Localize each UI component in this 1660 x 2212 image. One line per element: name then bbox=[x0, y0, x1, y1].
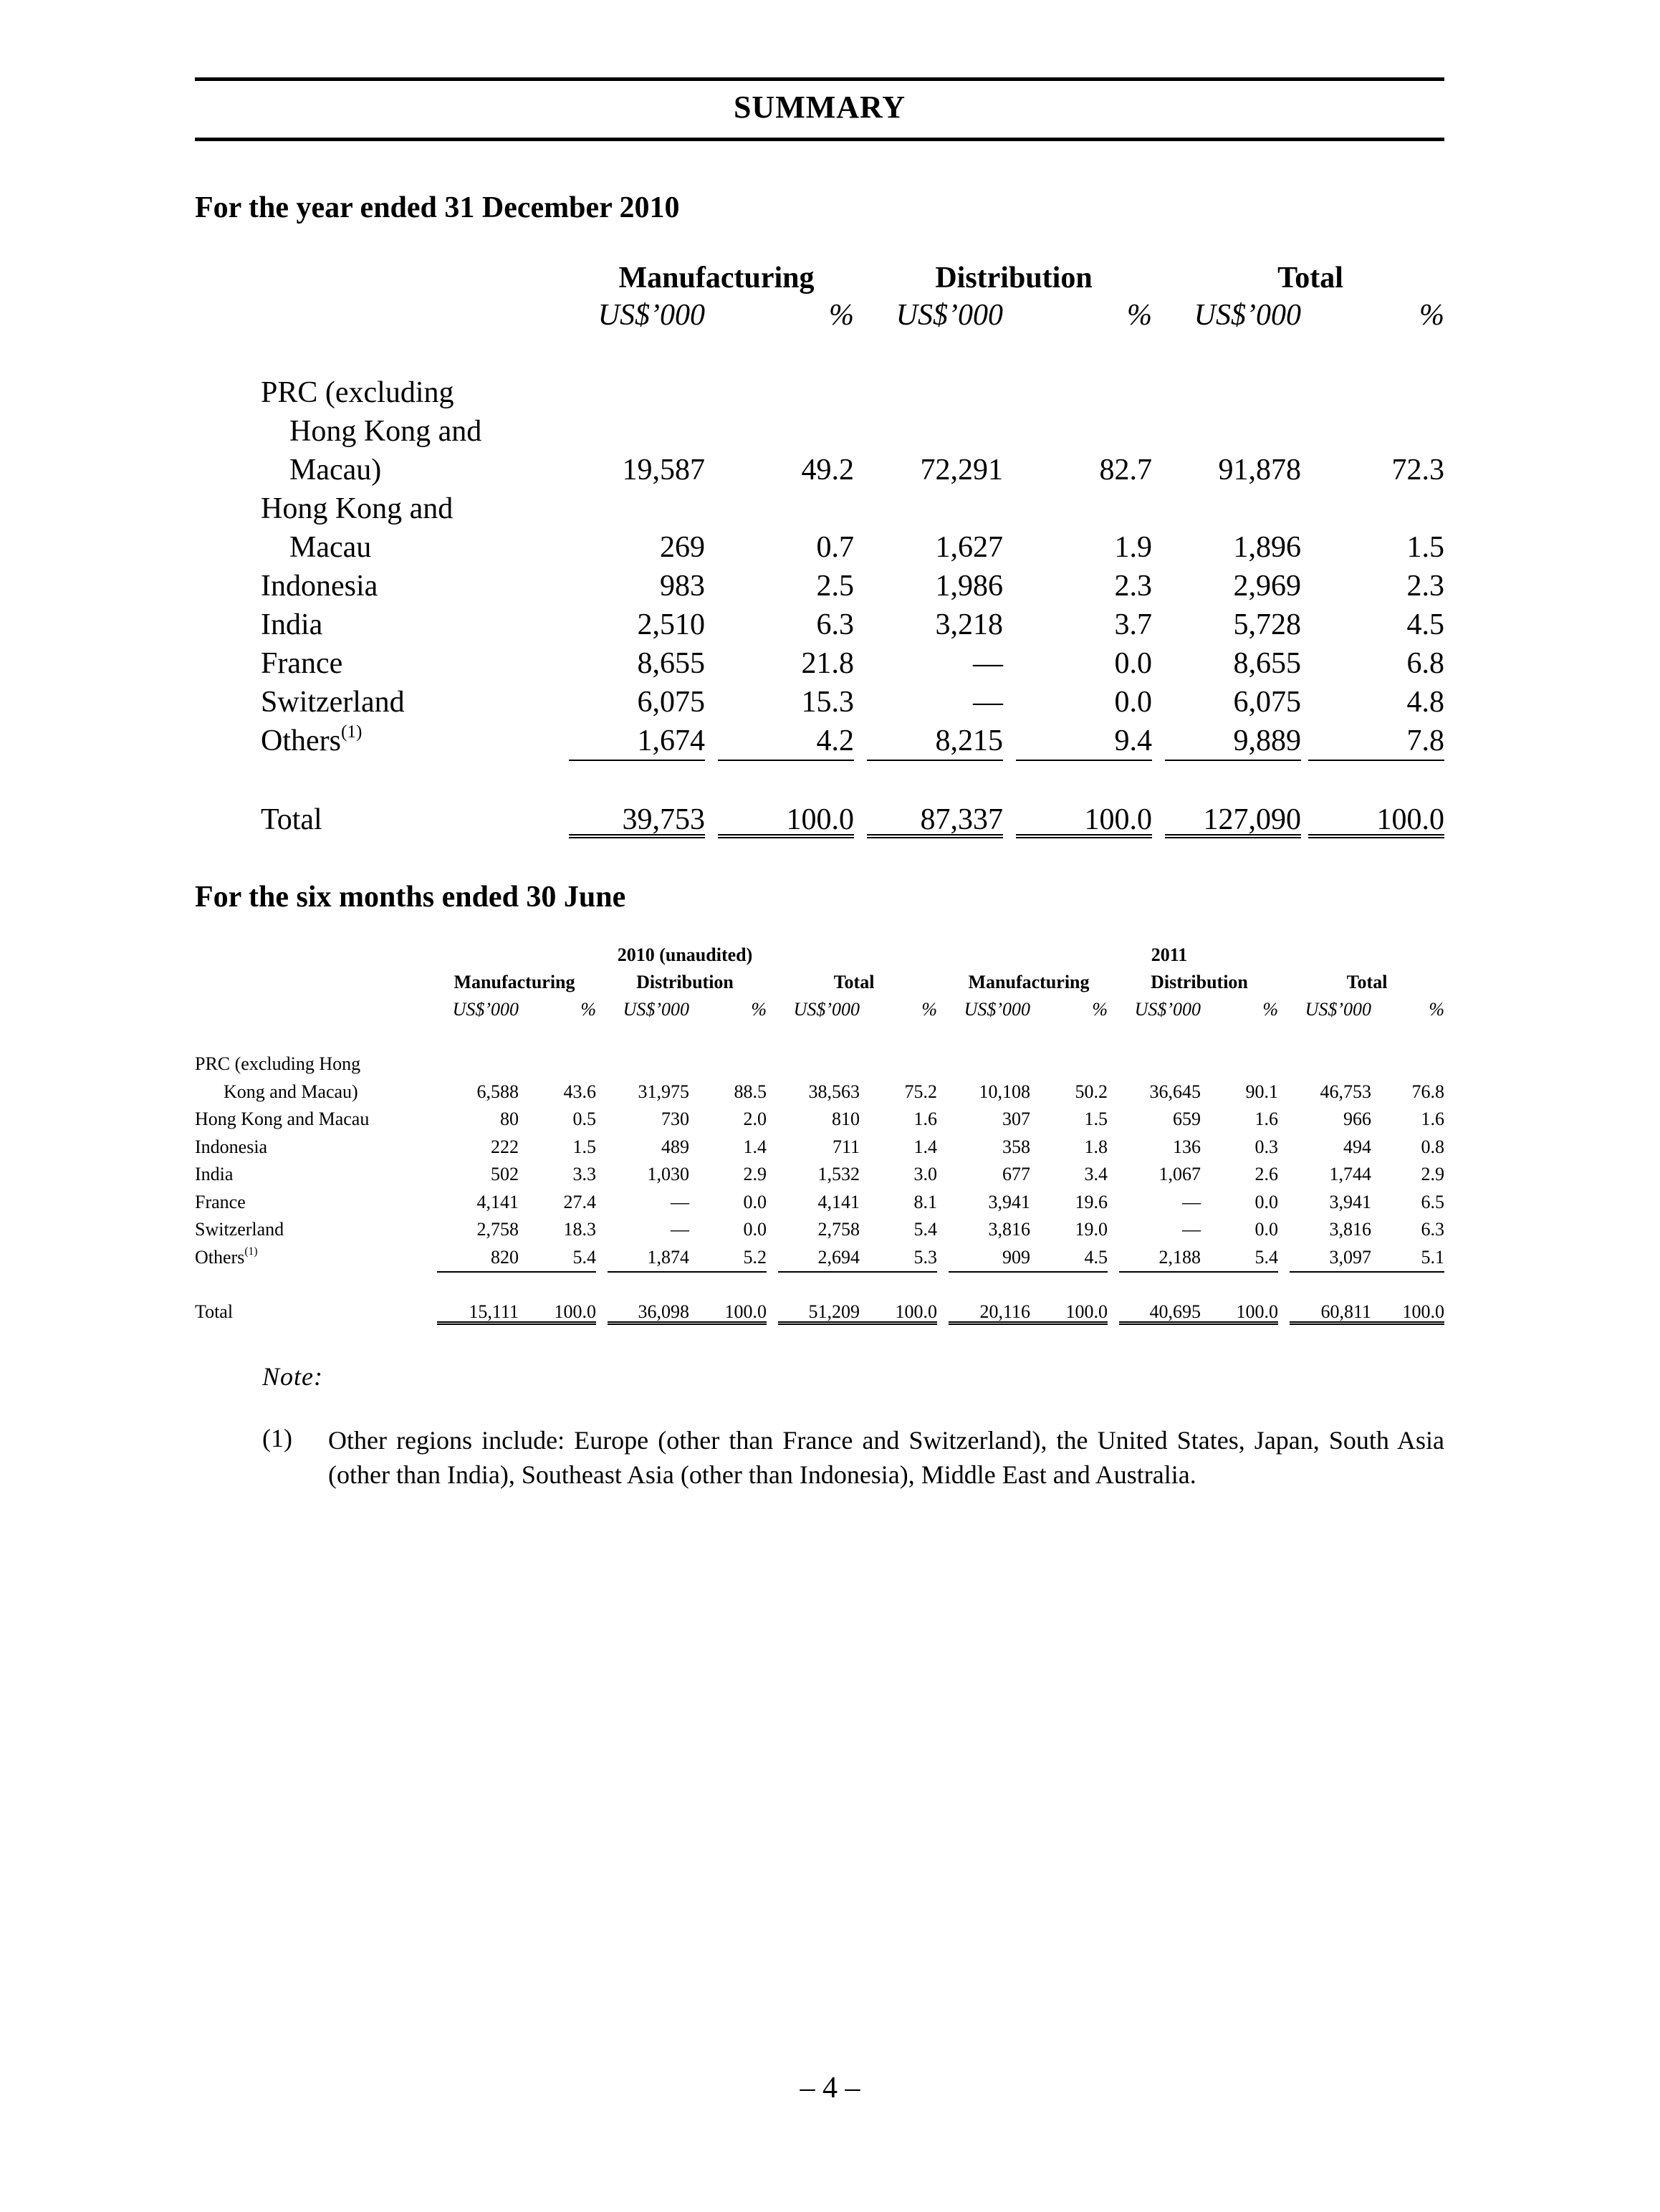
table-cell: 1.4 bbox=[913, 1136, 937, 1157]
table-cell: 8.1 bbox=[913, 1191, 937, 1212]
cell-double-underline bbox=[1016, 834, 1152, 838]
cell-underline bbox=[685, 1271, 767, 1273]
column-unit-header: % bbox=[1262, 999, 1278, 1020]
table-cell: 6.8 bbox=[1406, 647, 1444, 680]
cell-double-underline bbox=[855, 1321, 937, 1325]
row-label: Kong and Macau) bbox=[224, 1081, 358, 1102]
row-label: India bbox=[195, 1164, 234, 1184]
table-cell: 489 bbox=[661, 1136, 689, 1157]
table-cell: — bbox=[671, 1219, 689, 1240]
table-cell: 75.2 bbox=[904, 1081, 937, 1102]
table-cell: 9.4 bbox=[1114, 724, 1152, 757]
column-unit-header: % bbox=[751, 999, 767, 1020]
cell-underline bbox=[608, 1271, 689, 1273]
cell-double-underline bbox=[437, 1321, 519, 1325]
column-unit-header: % bbox=[1092, 999, 1108, 1020]
table-cell: 80 bbox=[500, 1109, 519, 1129]
column-unit-header: US$’000 bbox=[1305, 999, 1371, 1020]
cell-underline bbox=[1290, 1271, 1371, 1273]
table-cell: 3,097 bbox=[1329, 1246, 1371, 1268]
table-cell: 2.0 bbox=[743, 1109, 767, 1129]
table-cell: 6.5 bbox=[1421, 1191, 1444, 1212]
table-cell: 2,758 bbox=[817, 1219, 860, 1240]
column-unit-header: US$’000 bbox=[896, 299, 1003, 332]
total-cell: 100.0 bbox=[895, 1301, 937, 1322]
table-cell: 4.5 bbox=[1406, 608, 1444, 641]
table-cell: 4.5 bbox=[1084, 1246, 1108, 1268]
column-unit-header: % bbox=[580, 999, 596, 1020]
total-cell: 100.0 bbox=[724, 1301, 767, 1322]
cell-underline bbox=[569, 760, 705, 761]
total-cell: 100.0 bbox=[1376, 803, 1444, 836]
table-cell: 730 bbox=[661, 1109, 689, 1129]
period-header: 2011 bbox=[1151, 944, 1188, 965]
table-cell: 2.5 bbox=[816, 570, 854, 603]
table-cell: 3,941 bbox=[988, 1191, 1030, 1212]
table-cell: 2.6 bbox=[1254, 1164, 1278, 1184]
table-cell: 1,896 bbox=[1233, 531, 1301, 564]
column-unit-header: US$’000 bbox=[1134, 999, 1201, 1020]
table-cell: 18.3 bbox=[563, 1219, 596, 1240]
table-cell: — bbox=[973, 647, 1003, 680]
cell-underline bbox=[855, 1271, 937, 1273]
total-cell: 100.0 bbox=[1236, 1301, 1278, 1322]
footnote-marker: (1) bbox=[340, 722, 363, 742]
table-cell: 27.4 bbox=[563, 1191, 596, 1212]
cell-double-underline bbox=[514, 1321, 596, 1325]
cell-double-underline bbox=[685, 1321, 767, 1325]
table-cell: 1.5 bbox=[1406, 531, 1444, 564]
column-unit-header: % bbox=[1127, 299, 1152, 332]
total-cell: 40,695 bbox=[1149, 1301, 1201, 1322]
table-cell: 2,510 bbox=[637, 608, 705, 641]
table-cell: 19.0 bbox=[1075, 1219, 1108, 1240]
row-label: Switzerland bbox=[195, 1219, 284, 1240]
table-cell: 3.3 bbox=[572, 1164, 596, 1184]
total-cell: 51,209 bbox=[808, 1301, 860, 1322]
total-cell: 20,116 bbox=[979, 1301, 1030, 1322]
cell-underline bbox=[949, 1271, 1030, 1273]
cell-underline bbox=[1308, 760, 1444, 761]
table-cell: 6.3 bbox=[1421, 1219, 1444, 1240]
table-cell: 5.4 bbox=[913, 1219, 937, 1240]
table-cell: 2.3 bbox=[1406, 570, 1444, 603]
table-cell: 21.8 bbox=[801, 647, 854, 680]
cell-underline bbox=[437, 1271, 519, 1273]
table-cell: 2.3 bbox=[1114, 570, 1152, 603]
table-cell: 0.0 bbox=[1114, 686, 1152, 719]
table-cell: 0.0 bbox=[743, 1191, 767, 1212]
header-rule-bottom bbox=[195, 138, 1444, 141]
table-cell: 358 bbox=[1002, 1136, 1030, 1157]
table-cell: 3,218 bbox=[935, 608, 1003, 641]
table-cell: 0.7 bbox=[816, 531, 854, 564]
table-cell: 1.6 bbox=[1254, 1109, 1278, 1129]
table-cell: 76.8 bbox=[1411, 1081, 1444, 1102]
table-cell: 90.1 bbox=[1245, 1081, 1278, 1102]
column-unit-header: % bbox=[1429, 999, 1444, 1020]
row-label: India bbox=[261, 608, 323, 641]
total-cell: 60,811 bbox=[1320, 1301, 1371, 1322]
table-cell: 0.3 bbox=[1254, 1136, 1278, 1157]
table-cell: 8,655 bbox=[637, 647, 705, 680]
table-cell: 494 bbox=[1343, 1136, 1371, 1157]
cell-double-underline bbox=[1165, 834, 1301, 838]
total-cell: 100.0 bbox=[1084, 803, 1152, 836]
table-cell: 46,753 bbox=[1320, 1081, 1371, 1102]
table-cell: 49.2 bbox=[801, 454, 854, 487]
cell-double-underline bbox=[867, 834, 1003, 838]
column-group-header: Total bbox=[1346, 972, 1388, 992]
table-cell: 50.2 bbox=[1075, 1081, 1108, 1102]
table-cell: 983 bbox=[660, 570, 705, 603]
table-cell: 2.9 bbox=[743, 1164, 767, 1184]
table-cell: 91,878 bbox=[1218, 454, 1301, 487]
total-cell: 15,111 bbox=[469, 1301, 519, 1322]
column-group-header: Distribution bbox=[636, 972, 734, 992]
table-cell: 38,563 bbox=[808, 1081, 860, 1102]
column-group-header: Total bbox=[833, 972, 875, 992]
column-unit-header: % bbox=[921, 999, 937, 1020]
total-cell: 100.0 bbox=[786, 803, 854, 836]
note-text: Other regions include: Europe (other than France and Switzerland), the United States, Japan, South Asia (other than India), Southeast Asia (other than Indonesia), Middle East and Australia. bbox=[328, 1426, 1444, 1489]
table-cell: 3,941 bbox=[1329, 1191, 1371, 1212]
table-cell: 82.7 bbox=[1099, 454, 1152, 487]
cell-underline bbox=[718, 760, 854, 761]
table-cell: 1,532 bbox=[817, 1164, 860, 1184]
table-cell: 3,816 bbox=[988, 1219, 1030, 1240]
table-cell: 1.8 bbox=[1084, 1136, 1108, 1157]
row-label-text: Others bbox=[261, 724, 341, 757]
column-unit-header: US$’000 bbox=[793, 999, 860, 1020]
table-cell: — bbox=[671, 1191, 689, 1212]
table-cell: 5.3 bbox=[913, 1246, 937, 1268]
table-cell: 4.2 bbox=[816, 724, 854, 757]
table-cell: 909 bbox=[1002, 1246, 1030, 1268]
table-cell: 3,816 bbox=[1329, 1219, 1371, 1240]
total-cell: 36,098 bbox=[638, 1301, 689, 1322]
table-cell: 3.4 bbox=[1084, 1164, 1108, 1184]
row-label bbox=[261, 724, 362, 758]
table-cell: 88.5 bbox=[734, 1081, 767, 1102]
column-group-header: Total bbox=[1277, 262, 1343, 295]
column-unit-header: US$’000 bbox=[623, 999, 689, 1020]
table-cell: 72.3 bbox=[1391, 454, 1444, 487]
table-cell: 711 bbox=[832, 1136, 860, 1157]
table-cell: 136 bbox=[1173, 1136, 1201, 1157]
table-cell: 1,627 bbox=[935, 531, 1003, 564]
table-cell: 4,141 bbox=[476, 1191, 519, 1212]
table-cell: 6,588 bbox=[476, 1081, 519, 1102]
table-cell: 1,744 bbox=[1329, 1164, 1371, 1184]
table-cell: 5,728 bbox=[1233, 608, 1301, 641]
column-unit-header: US$’000 bbox=[598, 299, 705, 332]
table-cell: 8,215 bbox=[935, 724, 1003, 757]
column-group-header: Manufacturing bbox=[968, 972, 1090, 992]
table-cell: 15.3 bbox=[801, 686, 854, 719]
table-cell: 19.6 bbox=[1075, 1191, 1108, 1212]
total-label: Total bbox=[195, 1301, 234, 1322]
cell-double-underline bbox=[718, 834, 854, 838]
table-cell: 0.0 bbox=[1254, 1219, 1278, 1240]
row-label: Macau) bbox=[289, 454, 382, 487]
table-cell: 1,986 bbox=[935, 570, 1003, 603]
cell-double-underline bbox=[778, 1321, 860, 1325]
table-cell: 1.9 bbox=[1114, 531, 1152, 564]
column-unit-header: % bbox=[1419, 299, 1444, 332]
row-label: Indonesia bbox=[195, 1136, 268, 1157]
table-cell: 307 bbox=[1002, 1109, 1030, 1129]
total-cell: 127,090 bbox=[1203, 803, 1301, 836]
table-cell: 1,030 bbox=[647, 1164, 689, 1184]
table-cell: 1,674 bbox=[637, 724, 705, 757]
table-cell: 1.6 bbox=[913, 1109, 937, 1129]
row-label: France bbox=[195, 1191, 246, 1212]
cell-underline bbox=[867, 760, 1003, 761]
table-cell: 677 bbox=[1002, 1164, 1030, 1184]
table-cell: 1.4 bbox=[743, 1136, 767, 1157]
row-label: Hong Kong and bbox=[261, 492, 454, 525]
cell-underline bbox=[514, 1271, 596, 1273]
table-cell: 4.8 bbox=[1406, 686, 1444, 719]
table-cell: 36,645 bbox=[1149, 1081, 1201, 1102]
table-cell: 0.0 bbox=[1254, 1191, 1278, 1212]
cell-double-underline bbox=[1026, 1321, 1108, 1325]
cell-underline bbox=[1119, 1271, 1201, 1273]
table-cell: — bbox=[1182, 1219, 1201, 1240]
cell-double-underline bbox=[1308, 834, 1444, 838]
cell-double-underline bbox=[949, 1321, 1030, 1325]
cell-underline bbox=[1016, 760, 1152, 761]
table-cell: 820 bbox=[491, 1246, 519, 1268]
row-label: Macau bbox=[289, 531, 372, 564]
table-cell: 2,969 bbox=[1233, 570, 1301, 603]
row-label: Indonesia bbox=[261, 570, 378, 603]
note-number: (1) bbox=[262, 1424, 292, 1452]
header-rule-top bbox=[195, 77, 1444, 81]
table-cell: 0.5 bbox=[572, 1109, 596, 1129]
table-cell: 269 bbox=[660, 531, 705, 564]
table-cell: — bbox=[973, 686, 1003, 719]
table-cell: 5.4 bbox=[572, 1246, 596, 1268]
page-number: – 4 – bbox=[800, 2072, 860, 2105]
table-cell: 9,889 bbox=[1233, 724, 1301, 757]
table-cell: 1,067 bbox=[1158, 1164, 1201, 1184]
period-header: 2010 (unaudited) bbox=[617, 944, 753, 965]
table-cell: 6.3 bbox=[816, 608, 854, 641]
table-cell: — bbox=[1182, 1191, 1201, 1212]
table-cell: 810 bbox=[832, 1109, 860, 1129]
table-cell: 1,874 bbox=[647, 1246, 689, 1268]
table-cell: 5.2 bbox=[743, 1246, 767, 1268]
table-cell: 3.7 bbox=[1114, 608, 1152, 641]
cell-underline bbox=[778, 1271, 860, 1273]
column-group-header: Manufacturing bbox=[454, 972, 575, 992]
row-label: Hong Kong and Macau bbox=[195, 1109, 370, 1129]
cell-double-underline bbox=[1196, 1321, 1278, 1325]
column-unit-header: % bbox=[829, 299, 854, 332]
table-cell: 502 bbox=[491, 1164, 519, 1184]
total-cell: 39,753 bbox=[622, 803, 705, 836]
cell-double-underline bbox=[569, 834, 705, 838]
table-cell: 222 bbox=[491, 1136, 519, 1157]
table-cell: 8,655 bbox=[1233, 647, 1301, 680]
cell-double-underline bbox=[1290, 1321, 1371, 1325]
total-label: Total bbox=[261, 803, 322, 836]
table-cell: 3.0 bbox=[913, 1164, 937, 1184]
table-cell: 31,975 bbox=[638, 1081, 689, 1102]
row-label: PRC (excluding Hong bbox=[195, 1053, 361, 1074]
total-cell: 100.0 bbox=[1402, 1301, 1444, 1322]
table-cell: 2.9 bbox=[1421, 1164, 1444, 1184]
row-label: PRC (excluding bbox=[261, 376, 454, 409]
cell-double-underline bbox=[1119, 1321, 1201, 1325]
table-cell: 5.1 bbox=[1421, 1246, 1444, 1268]
page-title: SUMMARY bbox=[733, 90, 906, 125]
column-group-header: Distribution bbox=[935, 262, 1093, 295]
table-cell: 4,141 bbox=[817, 1191, 860, 1212]
table-cell: 2,188 bbox=[1158, 1246, 1201, 1268]
column-group-header: Manufacturing bbox=[618, 262, 815, 295]
table-cell: 43.6 bbox=[563, 1081, 596, 1102]
table-cell: 6,075 bbox=[1233, 686, 1301, 719]
footnote-marker: (1) bbox=[244, 1245, 258, 1258]
column-unit-header: US$’000 bbox=[964, 999, 1030, 1020]
table-cell: 2,694 bbox=[817, 1246, 860, 1268]
column-unit-header: US$’000 bbox=[1194, 299, 1301, 332]
row-label: Hong Kong and bbox=[289, 415, 482, 448]
table-cell: 659 bbox=[1173, 1109, 1201, 1129]
cell-underline bbox=[1363, 1271, 1444, 1273]
section1-heading: For the year ended 31 December 2010 bbox=[195, 191, 680, 224]
row-label: Switzerland bbox=[261, 686, 405, 719]
table-cell: 0.8 bbox=[1421, 1136, 1444, 1157]
table-cell: 19,587 bbox=[622, 454, 705, 487]
table-cell: 1.6 bbox=[1421, 1109, 1444, 1129]
column-unit-header: US$’000 bbox=[452, 999, 519, 1020]
table-cell: 0.0 bbox=[1114, 647, 1152, 680]
total-cell: 87,337 bbox=[920, 803, 1003, 836]
section2-heading: For the six months ended 30 June bbox=[195, 881, 626, 914]
note-heading: Note: bbox=[262, 1362, 323, 1391]
row-label-text: Others bbox=[195, 1246, 245, 1268]
cell-underline bbox=[1196, 1271, 1278, 1273]
table-cell: 966 bbox=[1343, 1109, 1371, 1129]
row-label bbox=[195, 1247, 258, 1268]
table-cell: 5.4 bbox=[1254, 1246, 1278, 1268]
table-cell: 1.5 bbox=[572, 1136, 596, 1157]
table-cell: 6,075 bbox=[637, 686, 705, 719]
column-group-header: Distribution bbox=[1151, 972, 1248, 992]
total-cell: 100.0 bbox=[554, 1301, 596, 1322]
cell-double-underline bbox=[608, 1321, 689, 1325]
cell-double-underline bbox=[1363, 1321, 1444, 1325]
cell-underline bbox=[1165, 760, 1301, 761]
table-cell: 2,758 bbox=[476, 1219, 519, 1240]
row-label: France bbox=[261, 647, 343, 680]
table-cell: 7.8 bbox=[1406, 724, 1444, 757]
table-cell: 0.0 bbox=[743, 1219, 767, 1240]
total-cell: 100.0 bbox=[1065, 1301, 1108, 1322]
table-cell: 10,108 bbox=[979, 1081, 1030, 1102]
table-cell: 1.5 bbox=[1084, 1109, 1108, 1129]
table-cell: 72,291 bbox=[920, 454, 1003, 487]
cell-underline bbox=[1026, 1271, 1108, 1273]
